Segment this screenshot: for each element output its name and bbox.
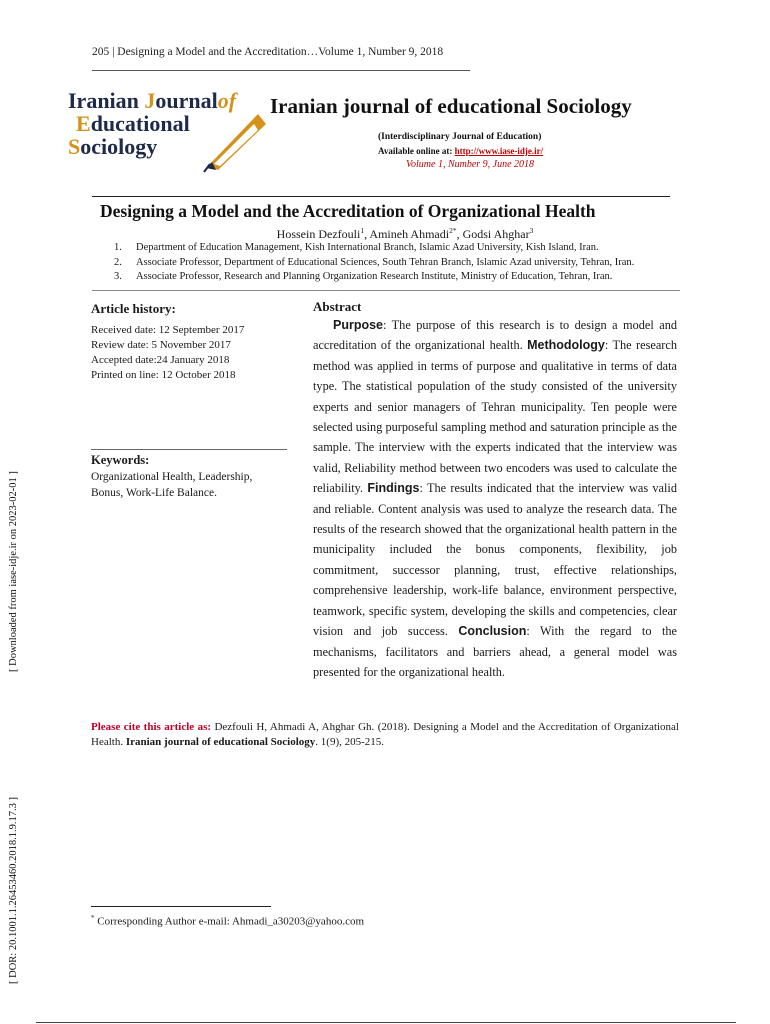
keywords-rule — [91, 449, 287, 450]
dor-stamp: [ DOR: 20.1001.1.26453460.2018.1.9.17.3 ] — [8, 797, 19, 984]
footnote-rule — [91, 906, 271, 907]
paper-title: Designing a Model and the Accreditation of Organizational Health — [100, 201, 596, 221]
author-list: Hossein Dezfouli$^1$, Amineh Ahmadi$^{2*}$, Godsi Ahghar$^3$ — [276, 226, 534, 241]
page-bottom-rule — [36, 1022, 736, 1023]
citation: Please cite this article as: Dezfouli H, Ahmadi A, Ahghar Gh. (2018). Designing a Model and the Accreditation of Organizational Health. Iranian journal of educational Sociology. 1(9), 205-215. — [91, 721, 679, 748]
accepted-date: Accepted date:24 January 2018 — [91, 354, 230, 366]
logo-line-3: Sociology — [68, 134, 158, 159]
journal-title: Iranian journal of educational Sociology — [270, 94, 632, 118]
affiliation-item: 1. Department of Education Management, Kish International Branch, Islamic Azad University, Kish Island, Iran. — [114, 242, 599, 253]
keywords-title: Keywords: — [91, 453, 150, 467]
history-title: Article history: — [91, 301, 176, 316]
journal-subtitle: (Interdisciplinary Journal of Education) — [378, 132, 542, 142]
logo-line-2: Educational — [76, 111, 190, 136]
journal-url-link[interactable]: http://www.iase-idje.ir/ — [454, 146, 544, 156]
keywords-text: Organizational Health, Leadership, Bonus, Work-Life Balance. — [91, 471, 253, 499]
citation-journal: Iranian journal of educational Sociology — [125, 736, 316, 748]
journal-logo — [68, 86, 268, 174]
conclusion-label: Conclusion — [458, 624, 527, 639]
journal-availability: Available online at: http://www.iase-idje.ir/ — [378, 146, 544, 156]
findings-label: Findings — [367, 481, 420, 496]
journal-volume: Volume 1, Number 9, June 2018 — [406, 159, 535, 170]
affiliation-list — [110, 241, 690, 285]
author-name: Amineh Ahmadi — [369, 227, 450, 241]
affiliation-item: 2. Associate Professor, Department of Educational Sciences, South Tehran Branch, Islamic Azad university, Tehran, Iran. — [114, 256, 635, 268]
author-name: Hossein Dezfouli — [276, 227, 361, 241]
affiliation-item: 3. Associate Professor, Research and Planning Organization Research Institute, Ministry of Education, Tehran, Iran. — [114, 271, 613, 282]
running-head: 205 | Designing a Model and the Accreditation…Volume 1, Number 9, 2018 — [92, 46, 444, 58]
citation-label: Please cite this article as: — [91, 721, 212, 733]
running-head-rule — [92, 70, 470, 71]
printed-date: Printed on line: 12 October 2018 — [91, 369, 236, 381]
footnote: * Corresponding Author e-mail: Ahmadi_a30203@yahoo.com — [91, 914, 365, 928]
affiliation-rule — [92, 290, 680, 291]
logo-line-1: Iranian Journalof — [68, 88, 237, 113]
abstract-body: Purpose: The purpose of this research is to design a model and accreditation of the organizational health. Methodology: The research method was applied in terms of purpose and qualitative in terms of data type. The statistical population of the study consisted of the university experts and senior managers of Tehran municipality. Ten people were selected using purposeful sampling method and saturation principle as the sample. The interview with the experts indicated that the interview was valid, Reliability method between two encoders was used to calculate the reliability. Findings: The results indicated that the interview was valid and reliable. Content analysis was used to analyze the research data. The results of the research showed that the organizational health pattern in the municipality included the bonus components, flexibility, job commitment, successor planning, trust, effective relationships, comprehensive leadership, work-life balance, environment perspective, teamwork, specific system, developing the skills and competencies, clear vision and job success. Conclusion: With the regard to the mechanisms, facilitators and barriers ahead, a general model was presented for the organizational health. — [313, 318, 677, 679]
author-name: Godsi Ahghar — [462, 227, 530, 241]
article-history — [91, 301, 287, 383]
abstract-title: Abstract — [313, 299, 362, 314]
download-stamp: [ Downloaded from iase-idje.ir on 2023-02-01 ] — [8, 471, 19, 672]
review-date: Review date: 5 November 2017 — [91, 339, 231, 351]
methodology-label: Methodology — [527, 338, 605, 353]
received-date: Received date: 12 September 2017 — [91, 324, 245, 336]
pen-nib-icon — [188, 104, 268, 174]
purpose-label: Purpose — [333, 318, 384, 332]
title-rule — [92, 196, 670, 197]
